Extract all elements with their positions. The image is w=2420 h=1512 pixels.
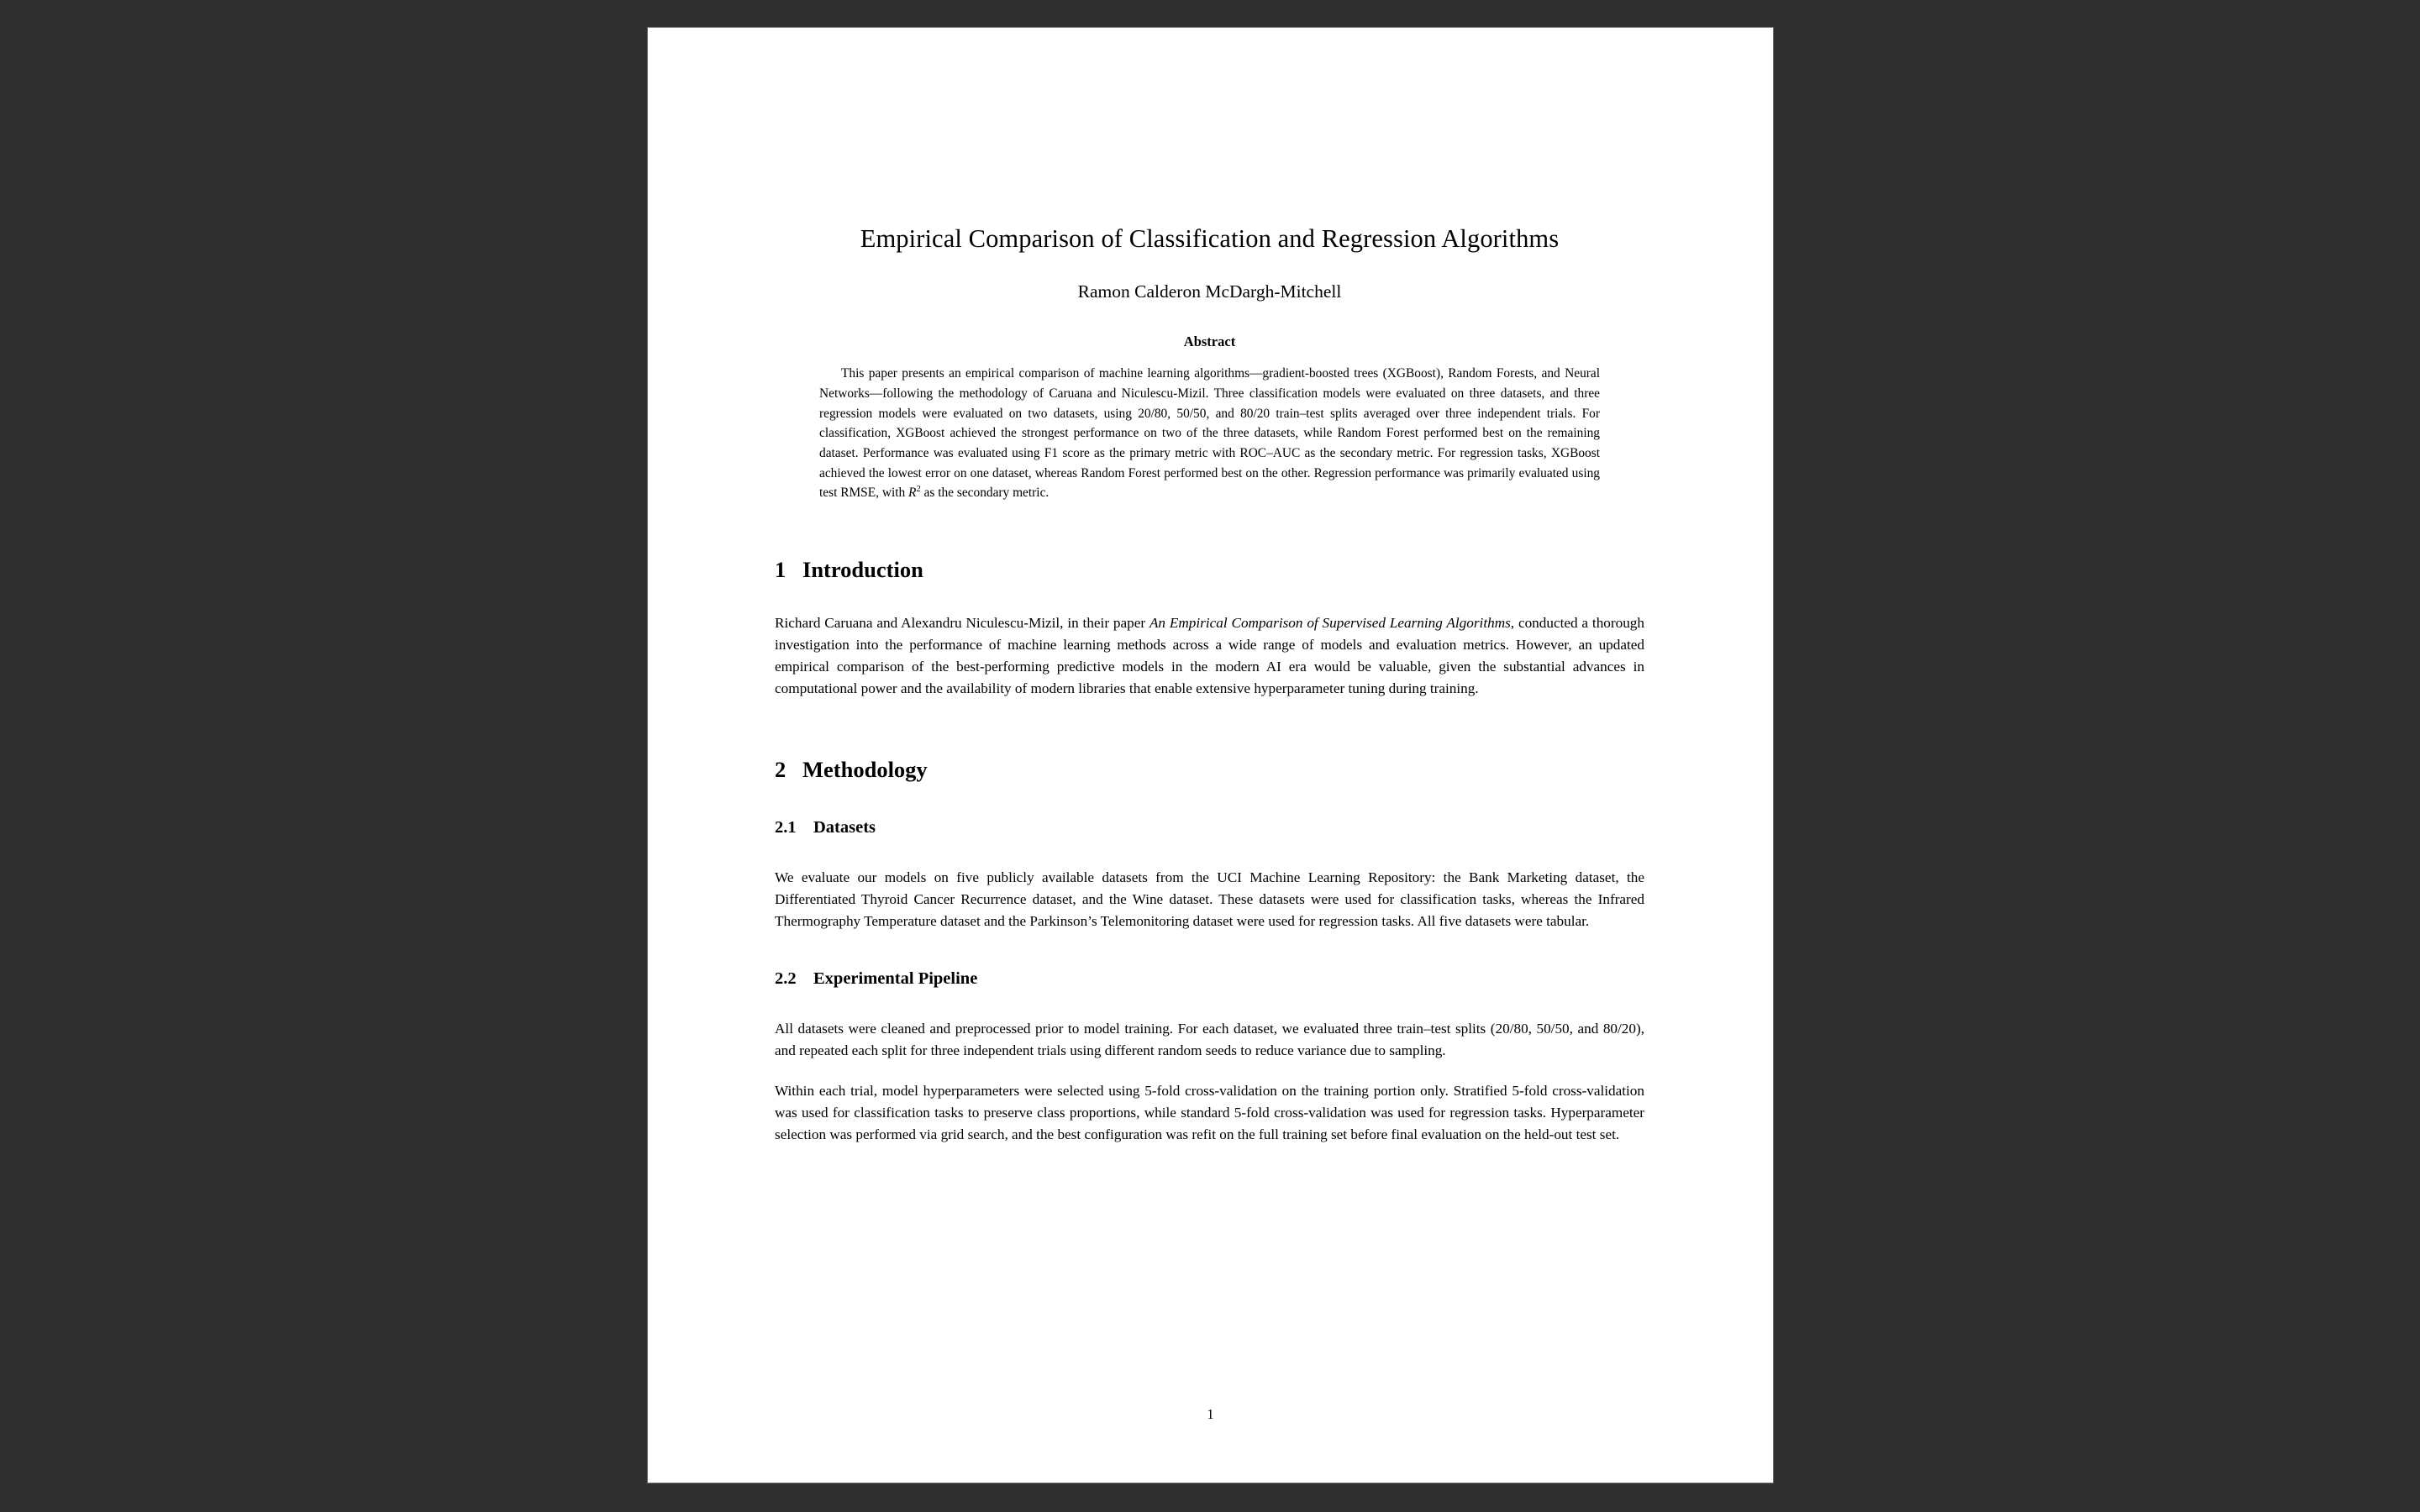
subsection-heading-datasets	[775, 817, 1644, 838]
document-author: Ramon Calderon McDargh-Mitchell	[1077, 281, 1342, 302]
subsection-number: 2.2	[775, 969, 797, 989]
r-squared-math	[908, 486, 921, 500]
cited-paper-title: An Empirical Comparison of Supervised Learning Algorithms	[1149, 614, 1511, 631]
section-number: 1	[775, 557, 786, 583]
section-title: Introduction	[802, 557, 923, 583]
section-methodology	[775, 757, 1644, 784]
abstract-text-leading: This paper presents an empirical comparison of machine learning algorithms—gradient-boosted trees (XGBoost), Random Forests, and Neural Networks—following the methodology of Caruana and Niculescu-Mizil. Three classification models were evaluated on three datasets, and three regression models were evaluated on two datasets, using 20/80, 50/50, and 80/20 train–test splits averaged over three independent trials. For classification, XGBoost achieved the strongest performance on two of the three datasets, while Random Forest performed best on the remaining dataset. Performance was evaluated using F1 score as the primary metric with ROC–AUC as the secondary metric. For regression tasks, XGBoost achieved the lowest error on one dataset, whereas Random Forest performed best on the other. Regression performance was primarily evaluated using test RMSE, with	[819, 366, 1600, 501]
subsection-experimental-pipeline	[775, 969, 1644, 1146]
paragraph-introduction	[775, 612, 1644, 701]
paragraph-pipeline-1: All datasets were cleaned and preprocessed prior to model training. For each dataset, we evaluated three train–test splits (20/80, 50/50, and 80/20), and repeated each split for three independent trials using different random seeds to reduce variance due to sampling.	[775, 1020, 1644, 1058]
subsection-heading-experimental-pipeline	[775, 969, 1644, 990]
subsection-title: Experimental Pipeline	[813, 969, 978, 989]
section-heading-introduction	[775, 557, 1644, 584]
section-heading-methodology	[775, 757, 1644, 784]
abstract-section	[819, 333, 1600, 503]
paragraph-datasets: We evaluate our models on five publicly available datasets from the UCI Machine Learning Repository: the Bank Marketing dataset, the Differentiated Thyroid Cancer Recurrence dataset, and the Wine dataset. These datasets were used for classification tasks, whereas the Infrared Thermography Temperature dataset and the Parkinson’s Telemonitoring dataset were used for regression tasks. All five datasets were tabular.	[775, 869, 1644, 930]
r-squared-exponent: 2	[916, 485, 921, 495]
document-page	[648, 28, 1773, 1483]
section-title: Methodology	[802, 757, 928, 783]
page-title: Empirical Comparison of Classification and Regression Algorithms	[860, 224, 1560, 253]
page-content-column	[775, 28, 1644, 1483]
subsection-datasets	[775, 817, 1644, 932]
subsection-number: 2.1	[775, 818, 797, 837]
section-introduction	[775, 557, 1644, 700]
section-number: 2	[775, 757, 786, 783]
abstract-text-trailing: as the secondary metric.	[920, 486, 1050, 501]
intro-text-part-2: , conducted a thorough investigation into the performance of machine learning methods across a wide range of models and evaluation metrics. However, an updated empirical comparison of the best-performing predictive models in the modern AI era would be valuable, given the substantial advances in computational power and the availability of modern libraries that enable extensive hyperparameter tuning during training.	[775, 614, 1644, 697]
intro-text-part-1: Richard Caruana and Alexandru Niculescu-Mizil, in their paper	[775, 614, 1150, 631]
subsection-title: Datasets	[813, 818, 876, 837]
abstract-heading: Abstract	[1183, 333, 1236, 350]
abstract-body	[819, 364, 1600, 503]
page-number-footer: 1	[1207, 1406, 1214, 1422]
r-squared-base: R	[908, 486, 917, 501]
paragraph-pipeline-2: Within each trial, model hyperparameters were selected using 5-fold cross-validation on the training portion only. Stratified 5-fold cross-validation was used for classification tasks to preserve class proportions, while standard 5-fold cross-validation was used for regression tasks. Hyperparameter selection was performed via grid search, and the best configuration was refit on the full training set before final evaluation on the held-out test set.	[775, 1083, 1644, 1143]
